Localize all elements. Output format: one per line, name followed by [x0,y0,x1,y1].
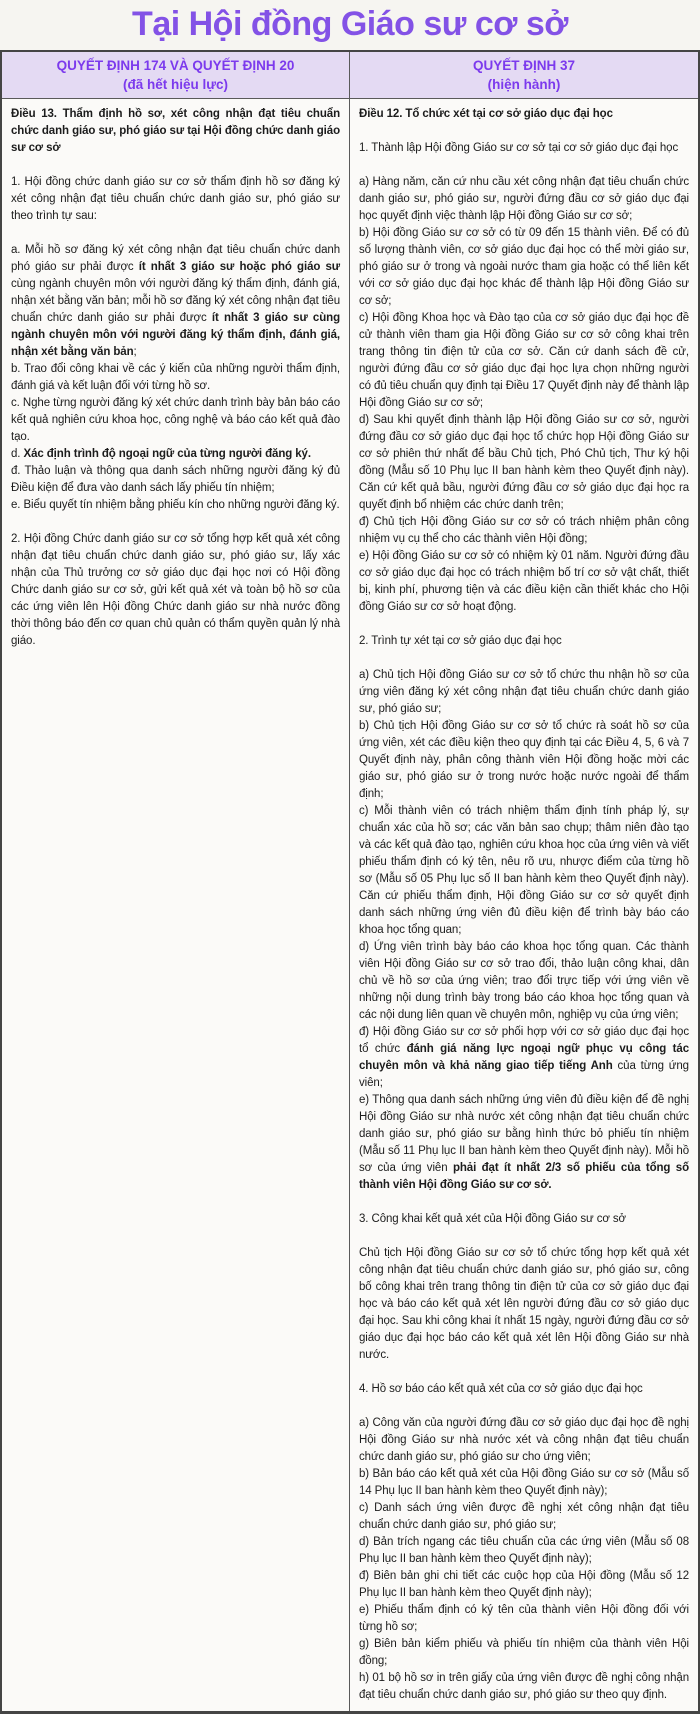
paragraph-spacer [359,1228,689,1245]
paragraph-spacer [359,157,689,174]
paragraph: đ) Biên bản ghi chi tiết các cuộc họp của Hội đồng (Mẫu số 12 Phụ lục II ban hành kèm theo Quyết định này); [359,1570,689,1599]
paragraph: e) Hội đồng Giáo sư cơ sở có nhiệm kỳ 01 năm. Người đứng đầu cơ sở giáo dục đại học có trách nhiệm bố trí cơ sở vật chất, thiết bị, kinh phí, phương tiện và các điều kiện cần thiết khác cho Hội đồng Giáo sư cơ sở hoạt động. [359,550,689,613]
table-header-old-decisions [2,52,350,98]
old-decisions-header-line1: QUYẾT ĐỊNH 174 VÀ QUYẾT ĐỊNH 20 [56,58,295,73]
paragraph: 1. Thành lập Hội đồng Giáo sư cơ sở tại cơ sở giáo dục đại học [359,142,679,154]
paragraph: c) Hội đồng Khoa học và Đào tạo của cơ sở giáo dục đại học đề cử thành viên tham gia Hội đồng Giáo sư cơ sở công khai trên trang thông tin điện tử của cơ sở. Căn cứ danh sách đề cử, người đứng đầu cơ sở giáo dục đại học lựa chọn những người có đủ tiêu chuẩn quy định tại Điều 17 Quyết định này để thành lập Hội đồng Giáo sư cơ sở; [359,312,689,409]
paragraph: Điều 13. Thẩm định hồ sơ, xét công nhận đạt tiêu chuẩn chức danh giáo sư, phó giáo sư tại Hội đồng chức danh giáo sư cơ sở [11,108,340,154]
paragraph: e) Thông qua danh sách những ứng viên đủ điều kiện để đề nghị Hội đồng Giáo sư nhà nước xét công nhận đạt tiêu chuẩn chức danh giáo sư, phó giáo sư bằng hình thức bỏ phiếu tín nhiệm (Mẫu số 11 Phụ lục II ban hành kèm theo Quyết định này). Mỗi hồ sơ của ứng viên phải đạt ít nhất 2/3 số phiếu của tổng số thành viên Hội đồng Giáo sư cơ sở. [359,1094,689,1191]
paragraph-spacer [359,1398,689,1415]
table-header-current-decision [350,52,698,98]
paragraph: e) Phiếu thẩm định có ký tên của thành viên Hội đồng đối với từng hồ sơ; [359,1604,689,1633]
paragraph: d) Sau khi quyết định thành lập Hội đồng Giáo sư cơ sở, người đứng đầu cơ sở giáo dục đại học tổ chức họp Hội đồng Giáo sư cơ sở phiên thứ nhất để bầu Chủ tịch, Phó Chủ tịch, Thư ký hội đồng (Mẫu số 10 Phụ lục II ban hành kèm theo Quyết định này). Căn cứ kết quả bầu, người đứng đầu cơ sở giáo dục đại học ra quyết định bổ nhiệm các chức danh trên; [359,414,689,511]
paragraph: d) Ứng viên trình bày báo cáo khoa học tổng quan. Các thành viên Hội đồng Giáo sư cơ sở trao đổi, thảo luận công khai, dân chủ về hồ sơ của ứng viên; trao đổi trực tiếp với ứng viên về những nội dung trình bày trong báo cáo khoa học tổng quan và các nội dung liên quan về chuyên môn, nghiệp vụ của ứng viên; [359,941,689,1021]
paragraph-spacer [359,1364,689,1381]
paragraph: 3. Công khai kết quả xét của Hội đồng Giáo sư cơ sở [359,1213,626,1225]
current-regulation-column [350,99,698,1711]
table-body-row [2,99,698,1711]
paragraph: b) Bản báo cáo kết quả xét của Hội đồng Giáo sư cơ sở (Mẫu số 14 Phụ lục II ban hành kèm theo Quyết định này); [359,1468,689,1497]
paragraph-spacer [11,225,340,242]
paragraph: đ) Hội đồng Giáo sư cơ sở phối hợp với cơ sở giáo dục đại học tổ chức đánh giá năng lực ngoại ngữ phục vụ công tác chuyên môn và khả năng giao tiếp tiếng Anh của từng ứng viên; [359,1026,689,1089]
paragraph-spacer [359,650,689,667]
paragraph: c. Nghe từng người đăng ký xét chức danh trình bày bản báo cáo kết quả nghiên cứu khoa học, công nghệ và báo cáo kết quả đào tạo. [11,397,340,443]
paragraph: 2. Hội đồng Chức danh giáo sư cơ sở tổng hợp kết quả xét công nhận đạt tiêu chuẩn chức danh giáo sư, phó giáo sư, lấy xác nhận của Thủ trưởng cơ sở giáo dục đại học nơi có Hội đồng Chức danh giáo sư cơ sở, gửi kết quả xét và toàn bộ hồ sơ của các ứng viên lên Hội đồng Chức danh giáo sư nhà nước đồng thời thông báo đến cơ quan chủ quản có thẩm quyền quản lý nhà giáo. [11,533,340,647]
paragraph: c) Mỗi thành viên có trách nhiệm thẩm định tính pháp lý, sự chuẩn xác của hồ sơ; các văn bản sao chụp; thâm niên đào tạo và các kết quả đào tạo, nghiên cứu khoa học của ứng viên và viết phiếu thẩm định có ký tên, nêu rõ ưu, nhược điểm của từng hồ sơ (Mẫu số 05 Phụ lục số II ban hành kèm theo Quyết định này). Căn cứ phiếu thẩm định, Hội đồng Giáo sư cơ sở quyết định danh sách những ứng viên đủ điều kiện để trình bày báo cáo khoa học tổng quan; [359,805,689,936]
paragraph: đ) Chủ tịch Hội đồng Giáo sư cơ sở có trách nhiệm phân công nhiệm vụ cụ thể cho các thành viên Hội đồng; [359,516,689,545]
paragraph: b) Hội đồng Giáo sư cơ sở có từ 09 đến 15 thành viên. Để có đủ số lượng thành viên, cơ sở giáo dục đại học có thể mời giáo sư, phó giáo sư ở trong và ngoài nước tham gia hoặc có thể liên kết với cơ sở giáo dục đại học khác để thành lập Hội đồng Giáo sư cơ sở; [359,227,689,307]
table-header-row [2,52,698,99]
old-regulation-column [2,99,350,1711]
paragraph-spacer [359,123,689,140]
paragraph: Điều 12. Tổ chức xét tại cơ sở giáo dục đại học [359,108,613,120]
paragraph: d. Xác định trình độ ngoại ngữ của từng người đăng ký. [11,448,311,460]
paragraph-spacer [11,157,340,174]
old-decisions-header-line2: (đã hết hiệu lực) [122,77,229,92]
paragraph: 4. Hồ sơ báo cáo kết quả xét của cơ sở giáo dục đại học [359,1383,643,1395]
paragraph: a) Công văn của người đứng đầu cơ sở giáo dục đại học đề nghị Hội đồng Giáo sư nhà nước xét và công nhận đạt tiêu chuẩn chức danh giáo sư, phó giáo sư cho ứng viên; [359,1417,689,1463]
current-decision-header-line2: (hiện hành) [487,77,561,92]
paragraph: a. Mỗi hồ sơ đăng ký xét công nhận đạt tiêu chuẩn chức danh phó giáo sư phải được ít nhất 3 giáo sư hoặc phó giáo sư cùng ngành chuyên môn với người đăng ký thẩm định, đánh giá, nhận xét bằng văn bản; mỗi hồ sơ đăng ký xét công nhận đạt tiêu chuẩn chức danh giáo sư phải được ít nhất 3 giáo sư cùng ngành chuyên môn với người đăng ký thẩm định, đánh giá, nhận xét bằng văn bản; [11,244,340,358]
paragraph: đ. Thảo luận và thông qua danh sách những người đăng ký đủ Điều kiện để đưa vào danh sách lấy phiếu tín nhiệm; [11,465,340,494]
paragraph: b. Trao đổi công khai về các ý kiến của những người thẩm định, đánh giá và kết luận đối với từng hồ sơ. [11,363,340,392]
paragraph: h) 01 bộ hồ sơ in trên giấy của ứng viên được đề nghị công nhận đạt tiêu chuẩn chức danh giáo sư, phó giáo sư theo quy định. [359,1672,689,1701]
paragraph: 1. Hội đồng chức danh giáo sư cơ sở thẩm định hồ sơ đăng ký xét công nhận đạt tiêu chuẩn chức danh giáo sư, phó giáo sư theo trình tự sau: [11,176,340,222]
paragraph: d) Bản trích ngang các tiêu chuẩn của các ứng viên (Mẫu số 08 Phụ lục II ban hành kèm theo Quyết định này); [359,1536,689,1565]
current-decision-header-line1: QUYẾT ĐỊNH 37 [472,58,576,73]
paragraph: a) Hàng năm, căn cứ nhu cầu xét công nhận đạt tiêu chuẩn chức danh giáo sư, phó giáo sư, người đứng đầu cơ sở giáo dục đại học quyết định việc thành lập Hội đồng Giáo sư cơ sở; [359,176,689,222]
paragraph-spacer [359,1194,689,1211]
paragraph: a) Chủ tịch Hội đồng Giáo sư cơ sở tổ chức thu nhận hồ sơ của ứng viên đăng ký xét công nhận đạt tiêu chuẩn chức danh giáo sư, phó giáo sư; [359,669,689,715]
paragraph: c) Danh sách ứng viên được đề nghị xét công nhận đạt tiêu chuẩn chức danh giáo sư, phó giáo sư; [359,1502,689,1531]
paragraph-spacer [11,514,340,531]
comparison-table [0,50,700,1714]
paragraph: Chủ tịch Hội đồng Giáo sư cơ sở tổ chức tổng hợp kết quả xét công nhận đạt tiêu chuẩn chức danh giáo sư, phó giáo sư, công bố công khai trên trang thông tin điện tử của cơ sở giáo dục đại học và báo cáo kết quả xét lên người đứng đầu cơ sở giáo dục đại học. Sau khi công khai ít nhất 15 ngày, người đứng đầu cơ sở giáo dục đại học báo cáo kết quả xét lên Hội đồng Giáo sư nhà nước. [359,1247,689,1361]
paragraph: g) Biên bản kiểm phiếu và phiếu tín nhiệm của thành viên Hội đồng; [359,1638,689,1667]
paragraph: 2. Trình tự xét tại cơ sở giáo dục đại học [359,635,562,647]
paragraph: e. Biểu quyết tín nhiệm bằng phiếu kín cho những người đăng ký. [11,499,340,511]
page-title: Tại Hội đồng Giáo sư cơ sở [132,5,568,43]
paragraph: b) Chủ tịch Hội đồng Giáo sư cơ sở tổ chức rà soát hồ sơ của ứng viên, xét các điều kiện theo quy định tại các Điều 4, 5, 6 và 7 Quyết định này, phân công thành viên Hội đồng hoặc mời các giáo sư, phó giáo sư ở trong nước hoặc nước ngoài để thẩm định; [359,720,689,800]
paragraph-spacer [359,616,689,633]
